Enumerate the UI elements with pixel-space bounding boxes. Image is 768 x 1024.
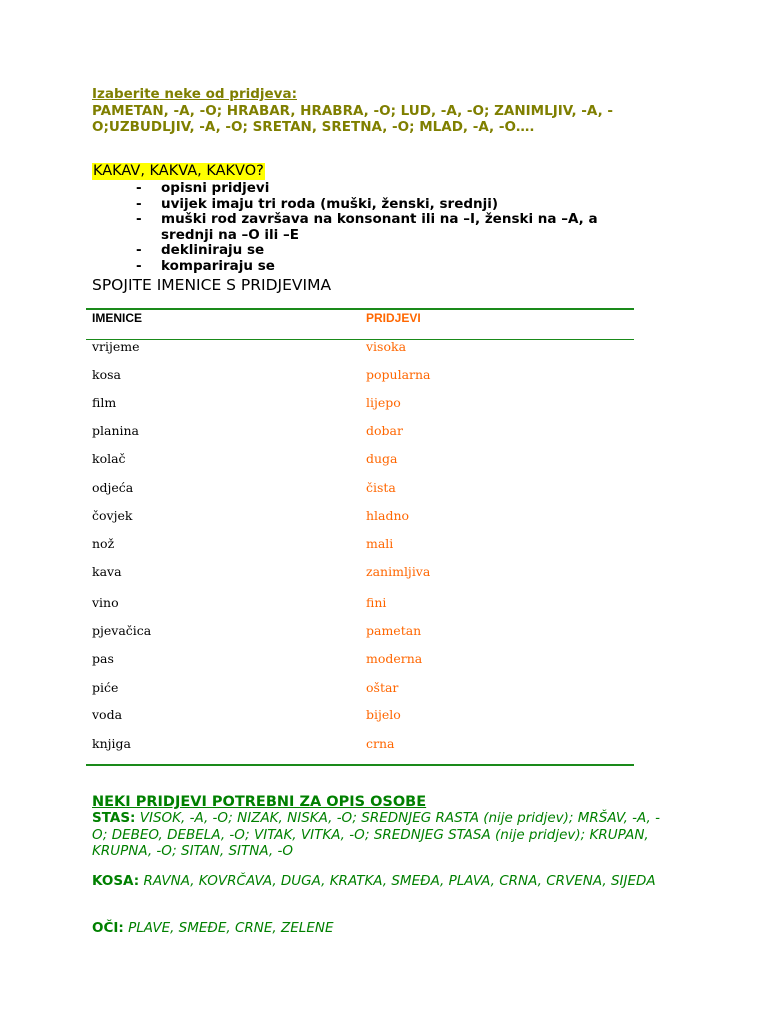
table-cell-noun: vrijeme (92, 339, 140, 354)
intro-text: PAMETAN, -A, -O; HRABAR, HRABRA, -O; LUD, -A, -O; ZANIMLJIV, -A, -O;UZBUDLJIV, -A, -O; SRETAN, SRETNA, -O; MLAD, -A, -O…. (92, 102, 614, 135)
table-header-adjectives: PRIDJEVI (366, 311, 421, 325)
bullet-item (136, 181, 636, 197)
table-cell-adjective: oštar (366, 680, 399, 695)
table-cell-adjective: lijepo (366, 395, 401, 410)
table-cell-noun: pjevačica (92, 623, 152, 638)
table-cell-adjective: hladno (366, 508, 410, 523)
bullet-dash: - (136, 211, 142, 227)
oci-label: OČI: (92, 920, 124, 936)
table-cell-adjective: moderna (366, 651, 423, 666)
bullet-text: uvijek imaju tri roda (muški, ženski, srednji) (161, 195, 499, 212)
bullet-text: kompariraju se (161, 257, 275, 274)
bullet-text: opisni pridjevi (161, 180, 270, 196)
table-header-rule (86, 339, 634, 340)
section-heading-neki: NEKI PRIDJEVI POTREBNI ZA OPIS OSOBE (92, 794, 427, 810)
section-heading-spojite: SPOJITE IMENICE S PRIDJEVIMA (92, 276, 332, 294)
table-cell-noun: odjeća (92, 480, 134, 495)
bullet-item (136, 243, 636, 259)
table-cell-adjective: zanimljiva (366, 564, 431, 579)
stas-label: STAS: (92, 810, 136, 826)
bullet-dash: - (136, 242, 142, 258)
intro-block (92, 86, 652, 136)
oci-text: PLAVE, SMEĐE, CRNE, ZELENE (123, 920, 334, 936)
table-cell-adjective: mali (366, 536, 394, 551)
bullet-item (136, 259, 636, 275)
table-cell-noun: vino (92, 595, 119, 610)
table-cell-noun: kava (92, 564, 122, 579)
table-cell-adjective: bijelo (366, 707, 401, 722)
table-cell-noun: film (92, 395, 117, 410)
table-cell-noun: planina (92, 423, 140, 438)
table-cell-adjective: pametan (366, 623, 422, 638)
table-cell-noun: voda (92, 707, 123, 722)
table-cell-adjective: popularna (366, 367, 431, 382)
table-top-rule (86, 308, 634, 310)
bullet-dash: - (136, 257, 142, 274)
bullet-list (136, 181, 636, 274)
kosa-paragraph (92, 873, 672, 890)
table-cell-adjective: duga (366, 451, 398, 466)
table-bottom-rule (86, 764, 634, 766)
kosa-label: KOSA: (92, 873, 140, 889)
table-cell-noun: čovjek (92, 508, 133, 523)
bullet-dash: - (136, 195, 142, 212)
stas-text: VISOK, -A, -O; NIZAK, NISKA, -O; SREDNJEG RASTA (nije pridjev); MRŠAV, -A, -O; DEBEO, DEBELA, -O; VITAK, VITKA, -O; SREDNJEG STASA (nije pridjev); KRUPAN, KRUPNA, -O; SITAN, SITNA, -O (92, 810, 660, 859)
bullet-text: dekliniraju se (161, 242, 265, 258)
table-cell-noun: pas (92, 651, 114, 666)
bullet-item (136, 212, 636, 243)
intro-heading: Izaberite neke od pridjeva: (92, 86, 297, 102)
table-cell-adjective: dobar (366, 423, 403, 438)
bullet-item (136, 197, 636, 213)
oci-paragraph (92, 920, 672, 937)
bullet-dash: - (136, 180, 142, 196)
stas-paragraph (92, 810, 672, 860)
table-header-nouns: IMENICE (92, 311, 143, 325)
table-cell-noun: nož (92, 536, 115, 551)
table-cell-adjective: visoka (366, 339, 407, 354)
table-cell-adjective: fini (366, 595, 387, 610)
table-cell-adjective: čista (366, 480, 396, 495)
bullet-text: muški rod završava na konsonant ili na –I, ženski na –A, a srednji na –O ili –E (161, 211, 598, 243)
kakav-heading: KAKAV, KAKVA, KAKVO? (93, 163, 264, 179)
table-cell-adjective: crna (366, 736, 395, 751)
table-cell-noun: kolač (92, 451, 126, 466)
table-cell-noun: knjiga (92, 736, 131, 751)
table-cell-noun: piće (92, 680, 119, 695)
kosa-text: RAVNA, KOVRČAVA, DUGA, KRATKA, SMEĐA, PLAVA, CRNA, CRVENA, SIJEDA (139, 873, 656, 889)
table-cell-noun: kosa (92, 367, 121, 382)
